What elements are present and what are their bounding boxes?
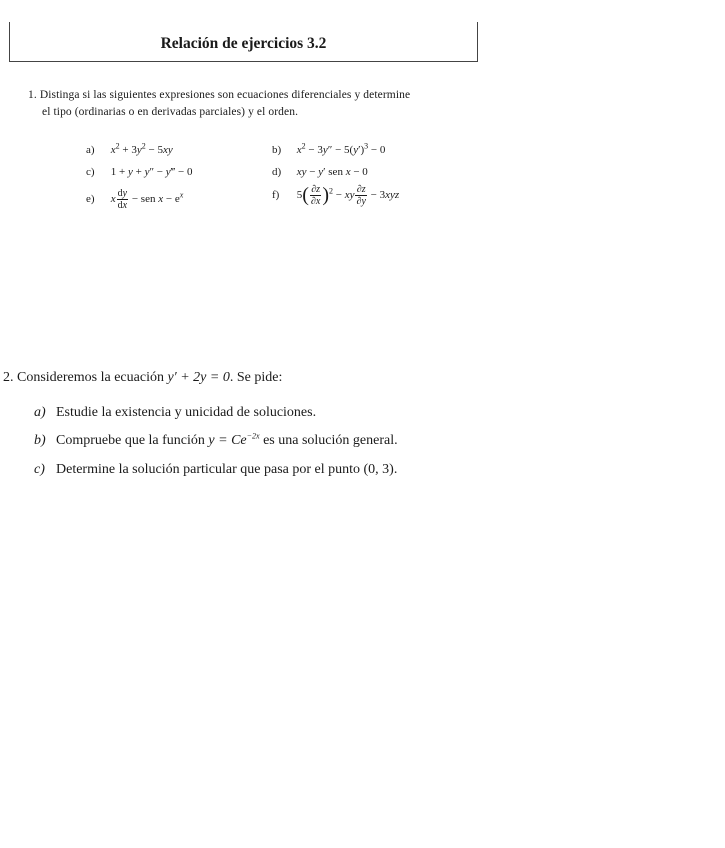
- expression-b-label: b): [272, 144, 282, 156]
- item-a-text: Estudie la existencia y unicidad de soluciones.: [56, 405, 317, 420]
- item-b-label: b): [34, 433, 46, 448]
- exercise-1-line-1: Distinga si las siguientes expresiones son ecuaciones diferenciales y determine: [39, 89, 411, 101]
- exercise-1-line-2: el tipo (ordinarias o en derivadas parciales) y el orden.: [42, 106, 299, 118]
- exercise-1-statement: [28, 89, 410, 101]
- exercise-1-number: 1.: [28, 89, 37, 101]
- expression-c-formula: 1 + y + y″ − y‴ − 0: [110, 166, 193, 178]
- exercise-2-equation: y′ + 2y = 0: [167, 370, 230, 385]
- expression-a-label: a): [86, 144, 95, 156]
- exercise-2-item-b: [34, 433, 398, 449]
- item-c-end: .: [393, 462, 398, 477]
- item-c-label: c): [34, 462, 45, 477]
- exercise-2-intro: Consideremos la ecuación: [17, 370, 164, 385]
- item-b-formula: y = Ce: [208, 433, 247, 448]
- exercise-2-item-a: [34, 405, 316, 421]
- item-b-exponent: −2x: [246, 431, 260, 441]
- item-b-text-after: es una solución general.: [263, 433, 398, 448]
- expression-f: [272, 184, 399, 207]
- expression-e-label: e): [86, 193, 95, 206]
- exercise-2-number: 2.: [3, 370, 14, 385]
- item-c-text-before: Determine la solución particular que pasa por el punto: [56, 462, 361, 477]
- expression-a-formula: $x^2 + 3y^2 - 5xy$: [110, 141, 173, 156]
- expression-e-formula: x $\frac{dy}{dx}$ − sen $x - e^x$: [110, 188, 184, 211]
- expression-d: [272, 166, 368, 178]
- expression-b: [272, 141, 386, 156]
- item-c-point: (0, 3): [363, 462, 394, 477]
- exercise-2-item-c: [34, 462, 397, 478]
- item-b-text-before: Compruebe que la función: [56, 433, 205, 448]
- expression-b-formula: $x^2 - 3y'' - 5(y')^3 - 0$: [296, 141, 386, 156]
- expression-c: [86, 166, 192, 178]
- expression-c-label: c): [86, 166, 95, 178]
- expression-d-formula: xy − y′ sen x − 0: [296, 166, 368, 178]
- expression-e: [86, 188, 183, 211]
- exercise-2-intro-end: . Se pide:: [229, 370, 283, 385]
- expression-f-formula: 5( $\frac{\partial z}{\partial x}$ )$^2$ − xy $\frac{\partial z}{\partial y}$ − 3xyz: [296, 184, 400, 207]
- exercise-2-statement: [3, 370, 282, 386]
- expression-d-label: d): [272, 166, 282, 178]
- page-title: Relación de ejercicios 3.2: [160, 35, 327, 52]
- expression-f-label: f): [272, 189, 280, 202]
- item-a-label: a): [34, 405, 46, 420]
- expression-a: [86, 141, 173, 156]
